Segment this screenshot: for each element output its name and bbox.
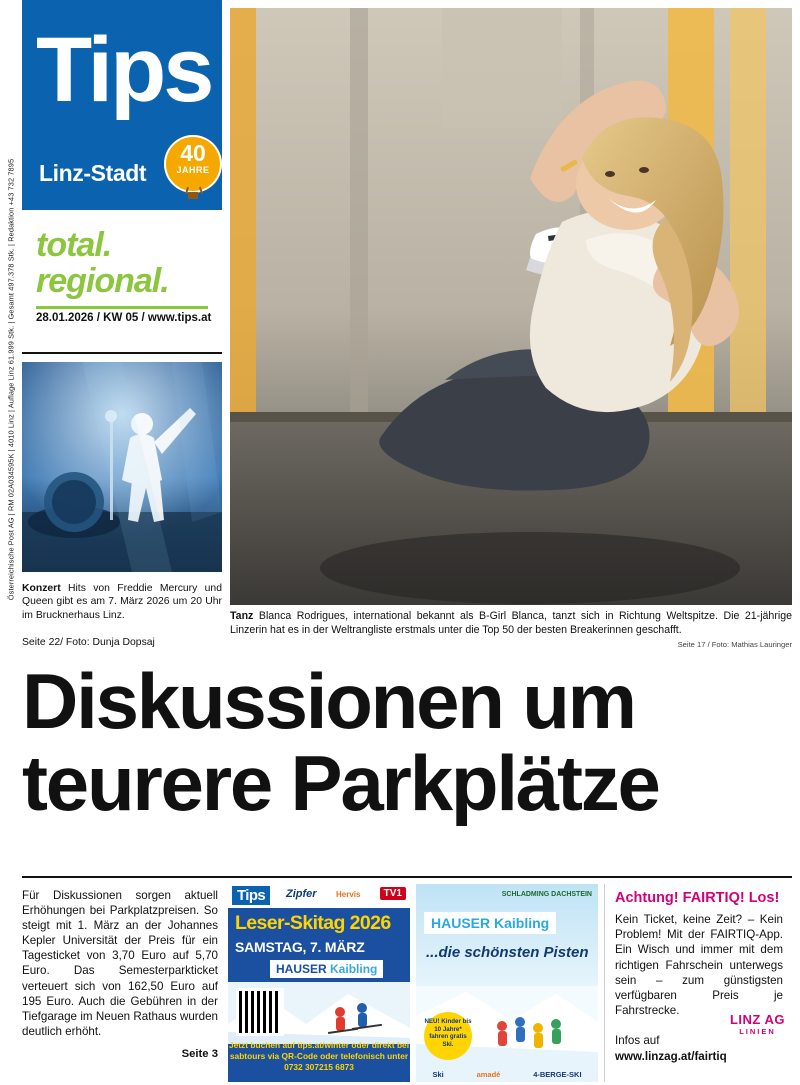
ad-resort-name-2: Kaibling bbox=[330, 962, 378, 976]
teaser-photo-konzert bbox=[22, 362, 222, 572]
ad-sky-background bbox=[416, 884, 598, 996]
lead-paragraph: Für Diskussionen sorgen aktuell Erhöhungen bei Parkplatzpreisen. So steigt mit 1. März an der Johannes Kepler Universität der Preis für ein Tagesticket von 3,70 Euro auf 5,70 Euro. Das Semesterparkticket verteuert sich von 162,50 Euro auf 195 Euro. Auch die Gebühren in der Tiefgarage im Neuen Rathaus wurden deutlich erhöht. bbox=[22, 889, 218, 1038]
ad-kids-badge: NEU! Kinder bis 10 Jahre* fahren gratis Ski. bbox=[424, 1012, 472, 1060]
ad-resort-logo-part2: Kaibling bbox=[494, 915, 550, 931]
lead-page-reference: Seite 3 bbox=[181, 1048, 218, 1060]
ad-partner-tv1: TV1 bbox=[380, 887, 406, 900]
ad-resort-logo bbox=[270, 960, 383, 978]
dateline: 28.01.2026 / KW 05 / www.tips.at bbox=[36, 312, 212, 324]
masthead-column bbox=[22, 0, 222, 330]
main-photo-art bbox=[230, 8, 792, 605]
ad-leser-skitag[interactable] bbox=[228, 884, 410, 1082]
ad-brand-4berge: 4-BERGE-SKI bbox=[533, 1070, 582, 1079]
headline-line-2: teurere Parkplätze bbox=[22, 739, 659, 827]
spine-legal-strip bbox=[0, 0, 22, 1085]
slogan-underline bbox=[36, 306, 208, 309]
ad-slogan: ...die schönsten Pisten bbox=[426, 944, 589, 961]
masthead-divider bbox=[22, 352, 222, 354]
ad-headline: Achtung! FAIRTIQ! Los! bbox=[615, 890, 780, 906]
teaser-text-konzert: Hits von Freddie Mercury und Queen gibt es am 7. März 2026 um 20 Uhr im Brucknerhaus Linz. bbox=[22, 583, 222, 621]
slogan-line-2: regional. bbox=[36, 262, 169, 300]
ad-brand-logo: Tips bbox=[232, 886, 270, 905]
slogan-block bbox=[22, 210, 222, 330]
linz-ag-logo bbox=[730, 1012, 785, 1036]
ad-brand-row bbox=[416, 1070, 598, 1079]
qr-code-icon[interactable] bbox=[236, 988, 284, 1036]
main-photo-caption-text: Blanca Rodrigues, international bekannt als B-Girl Blanca, tanzt sich in Richtung Weltspitze. Die 21-jährige Linzerin hat es in der Weltrangliste erstmals unter die Top 50 der besten Breakerinnen geschafft. bbox=[230, 610, 792, 636]
headline-rule bbox=[22, 876, 792, 878]
teaser-credit-konzert: Seite 22/ Foto: Dunja Dopsaj bbox=[22, 637, 155, 648]
ad-brand-amade: amadé bbox=[476, 1070, 501, 1079]
brand-title: Tips bbox=[36, 19, 212, 121]
masthead-logo-box bbox=[22, 0, 222, 210]
page-title bbox=[22, 657, 792, 827]
ad-partner-zipfer: Zipfer bbox=[286, 888, 317, 900]
ad-hauser-kaibling[interactable] bbox=[416, 884, 598, 1082]
linz-ag-sub: LINIEN bbox=[739, 1027, 776, 1036]
ad-partner-bar bbox=[228, 884, 410, 908]
konzert-photo-art bbox=[22, 362, 222, 572]
teaser-caption-konzert bbox=[22, 582, 222, 622]
headline-line-1: Diskussionen um bbox=[22, 657, 635, 745]
ad-footer-text: Jetzt buchen auf tips.at/winter oder direkt bei sabtours via QR-Code oder telefonisch unter 0732 307215 6873 bbox=[228, 1040, 410, 1072]
anniversary-badge bbox=[164, 135, 222, 195]
main-photo-credit: Seite 17 / Foto: Mathias Lauringer bbox=[677, 640, 792, 649]
linz-ag-name: LINZ AG bbox=[729, 1012, 785, 1027]
teaser-kicker-konzert: Konzert bbox=[22, 583, 61, 594]
spine-legal-text: Österreichische Post AG | RM 02A034595K | 4010 Linz | Auflage Linz 61.999 Stk. | Gesamt 497.378 Stk. | Redaktion +43 732 7895 bbox=[6, 158, 16, 601]
anniversary-label: JAHRE bbox=[176, 165, 210, 175]
ad-url[interactable]: www.linzag.at/fairtiq bbox=[615, 1050, 727, 1063]
ad-title: Leser-Skitag 2026 bbox=[235, 912, 391, 934]
ad-date: SAMSTAG, 7. MÄRZ bbox=[235, 939, 365, 955]
slogan-line-1: total. bbox=[36, 226, 112, 264]
anniversary-number: 40 bbox=[180, 140, 206, 166]
main-photo-caption bbox=[230, 610, 792, 637]
ad-resort-logo-part1: HAUSER bbox=[431, 915, 491, 931]
main-photo bbox=[230, 8, 792, 605]
ad-resort-name-1: HAUSER bbox=[276, 962, 327, 976]
ad-partner-hervis: Hervis bbox=[336, 890, 361, 899]
main-photo-kicker: Tanz bbox=[230, 610, 254, 622]
ad-region-label: SCHLADMING DACHSTEIN bbox=[501, 891, 592, 898]
ad-fairtiq-linz-ag[interactable] bbox=[604, 884, 793, 1082]
ad-infos-label: Infos auf bbox=[615, 1034, 660, 1047]
ad-brand-ski: Ski bbox=[432, 1070, 444, 1079]
edition-label: Linz-Stadt bbox=[39, 160, 147, 186]
balloon-basket-icon bbox=[188, 192, 198, 199]
ad-body-text: Kein Ticket, keine Zeit? – Kein Problem! Mit der FAIRTIQ-App. Ein Wisch und immer mit dem richtigen Fahrschein unterwegs sein – zum günstigsten verfügbaren Preis je Fahrstrecke. bbox=[615, 913, 783, 1018]
ad-resort-logo-2 bbox=[424, 912, 556, 934]
